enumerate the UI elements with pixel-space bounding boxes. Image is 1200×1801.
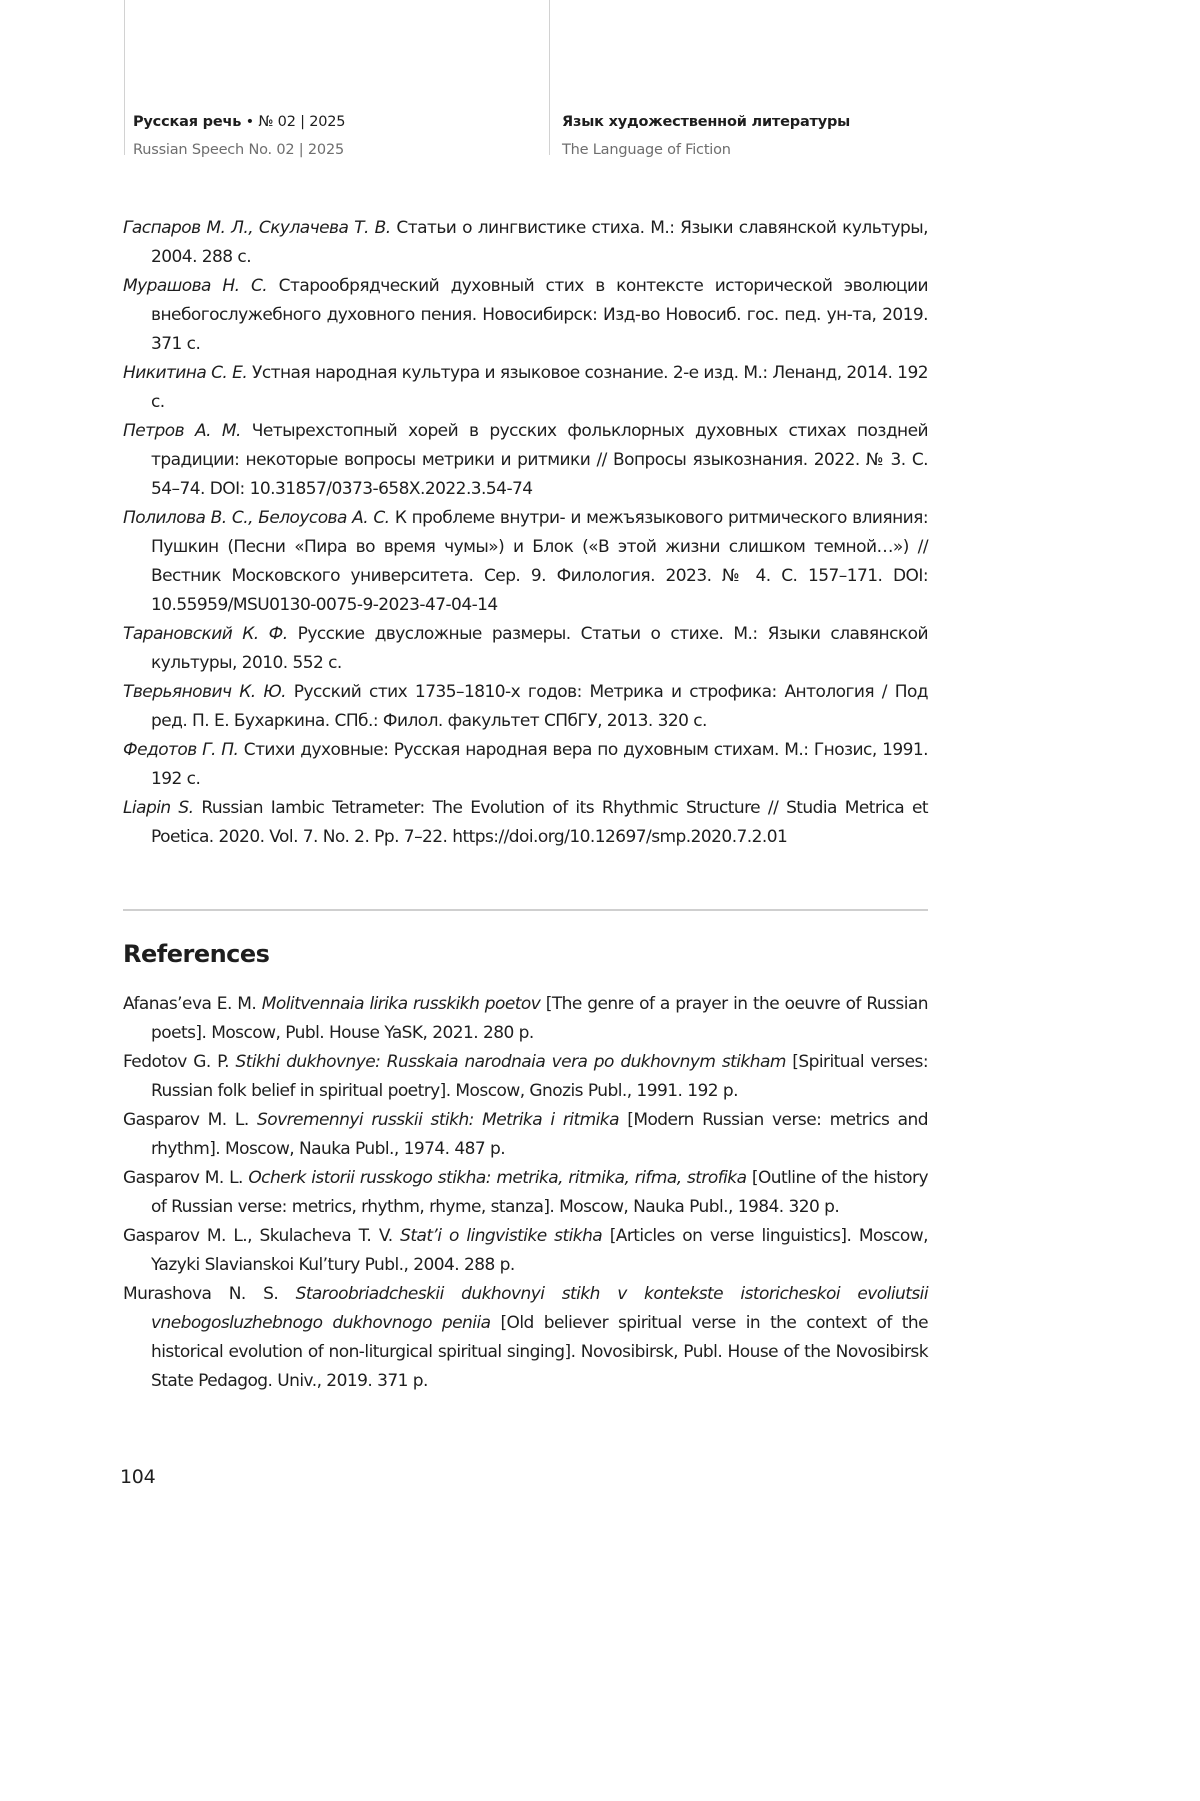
ref-author: Afanas’eva E. M. <box>123 994 262 1014</box>
bib-entry <box>123 678 928 736</box>
bib-entry <box>123 359 928 417</box>
bib-entry <box>123 417 928 504</box>
ref-details: [Old believer spiritual verse in the context of the historical evolution of non-liturgical spiritual singing]. Novosibirsk, Publ. House of the Novosibirsk State Pedagog. Univ., 2019. 371 p. <box>151 1313 928 1391</box>
ref-title: Stikhi dukhovnye: Russkaia narodnaia vera po dukhovnym stikham <box>235 1052 786 1072</box>
reference-entry <box>123 1222 928 1280</box>
header-rule-left <box>124 0 125 155</box>
journal-issue-ru: • № 02 | 2025 <box>241 114 346 130</box>
journal-title-ru: Русская речь <box>133 114 242 130</box>
bib-text: Russian Iambic Tetrameter: The Evolution of its Rhythmic Structure // Studia Metrica et Poetica. 2020. Vol. 7. No. 2. Pp. 7–22. https://doi.org/10.12697/smp.2020.7.2.01 <box>151 798 928 847</box>
ref-title: Sovremennyi russkii stikh: Metrika i ritmika <box>257 1110 619 1130</box>
bib-entry <box>123 620 928 678</box>
bib-entry <box>123 214 928 272</box>
ref-details: [The genre of a prayer in the oeuvre of Russian poets]. Moscow, Publ. House YaSK, 2021. 280 p. <box>151 994 928 1043</box>
reference-entry <box>123 1164 928 1222</box>
bib-entry <box>123 272 928 359</box>
ref-details: [Spiritual verses: Russian folk belief in spiritual poetry]. Moscow, Gnozis Publ., 1991. 192 p. <box>151 1052 928 1101</box>
ref-title: Ocherk istorii russkogo stikha: metrika, ritmika, rifma, strofika <box>248 1168 747 1188</box>
ref-details: [Articles on verse linguistics]. Moscow, Yazyki Slavianskoi Kul’tury Publ., 2004. 288 p. <box>151 1226 928 1275</box>
bib-text: Стихи духовные: Русская народная вера по духовным стихам. М.: Гнозис, 1991. 192 с. <box>151 740 928 789</box>
journal-title-en: Russian Speech No. 02 | 2025 <box>133 142 344 158</box>
bib-entry <box>123 794 928 852</box>
bib-author: Петров А. М. <box>123 421 241 441</box>
page-number: 104 <box>120 1466 156 1488</box>
ref-title: Staroobriadcheskii dukhovnyi stikh v kontekste istoricheskoi evoliutsii vnebogosluzhebnogo dukhovnogo peniia <box>151 1284 928 1333</box>
bib-author: Никитина С. Е. <box>123 363 248 383</box>
ref-author: Gasparov M. L. <box>123 1168 249 1188</box>
reference-entry <box>123 1048 928 1106</box>
bib-author: Мурашова Н. С. <box>123 276 268 296</box>
bib-text: Старообрядческий духовный стих в контексте исторической эволюции внебогослужебного духовного пения. Новосибирск: Изд-во Новосиб. гос. пед. ун-та, 2019. 371 с. <box>151 276 928 354</box>
section-divider <box>123 909 928 911</box>
running-header-journal <box>133 108 345 164</box>
ref-details: [Outline of the history of Russian verse: metrics, rhythm, rhyme, stanza]. Moscow, Nauka Publ., 1984. 320 p. <box>151 1168 928 1217</box>
bib-author: Liapin S. <box>123 798 194 818</box>
bib-text: Русский стих 1735–1810-х годов: Метрика и строфика: Антология / Под ред. П. Е. Бухаркина. СПб.: Филол. факультет СПбГУ, 2013. 320 с. <box>151 682 928 731</box>
bib-author: Тарановский К. Ф. <box>123 624 288 644</box>
references-heading: References <box>123 940 270 968</box>
running-header-section <box>562 108 850 164</box>
bib-text: Устная народная культура и языковое сознание. 2-е изд. М.: Ленанд, 2014. 192 с. <box>151 363 928 412</box>
header-rule-right <box>549 0 550 155</box>
ref-title: Stat’i o lingvistike stikha <box>400 1226 603 1246</box>
bib-text: Русские двусложные размеры. Статьи о стихе. М.: Языки славянской культуры, 2010. 552 с. <box>151 624 928 673</box>
bib-author: Тверьянович К. Ю. <box>123 682 287 702</box>
ref-author: Murashova N. S. <box>123 1284 296 1304</box>
section-title-en: The Language of Fiction <box>562 142 731 158</box>
bib-text: Статьи о лингвистике стиха. М.: Языки славянской культуры, 2004. 288 с. <box>151 218 929 267</box>
bib-author: Гаспаров М. Л., Скулачева Т. В. <box>123 218 391 238</box>
ref-details: [Modern Russian verse: metrics and rhythm]. Moscow, Nauka Publ., 1974. 487 p. <box>151 1110 928 1159</box>
ref-author: Gasparov M. L. <box>123 1110 258 1130</box>
journal-title-ru-line <box>133 108 345 136</box>
bib-text: К проблеме внутри- и межъязыкового ритмического влияния: Пушкин (Песни «Пира во время чумы») и Блок («В этой жизни слишком темной…») // Вестник Московского университета. Сер. 9. Филология. 2023. № 4. С. 157–171. DOI: 10.55959/MSU0130-0075-9-2023-47-04-14 <box>151 508 928 615</box>
bib-entry <box>123 504 928 620</box>
section-title-ru: Язык художественной литературы <box>562 114 851 130</box>
reference-entry <box>123 990 928 1048</box>
reference-entry <box>123 1106 928 1164</box>
bib-author: Федотов Г. П. <box>123 740 239 760</box>
references-en <box>123 990 928 1396</box>
reference-entry <box>123 1280 928 1396</box>
ref-author: Gasparov M. L., Skulacheva T. V. <box>123 1226 401 1246</box>
ref-title: Molitvennaia lirika russkikh poetov <box>261 994 541 1014</box>
ref-author: Fedotov G. P. <box>123 1052 236 1072</box>
bib-author: Полилова В. С., Белоусова А. С. <box>123 508 390 528</box>
bib-text: Четырехстопный хорей в русских фольклорных духовных стихах поздней традиции: некоторые вопросы метрики и ритмики // Вопросы языкознания. 2022. № 3. С. 54–74. DOI: 10.31857/0373-658X.2022.3.54-74 <box>151 421 929 499</box>
bib-entry <box>123 736 928 794</box>
bibliography-ru <box>123 214 928 852</box>
